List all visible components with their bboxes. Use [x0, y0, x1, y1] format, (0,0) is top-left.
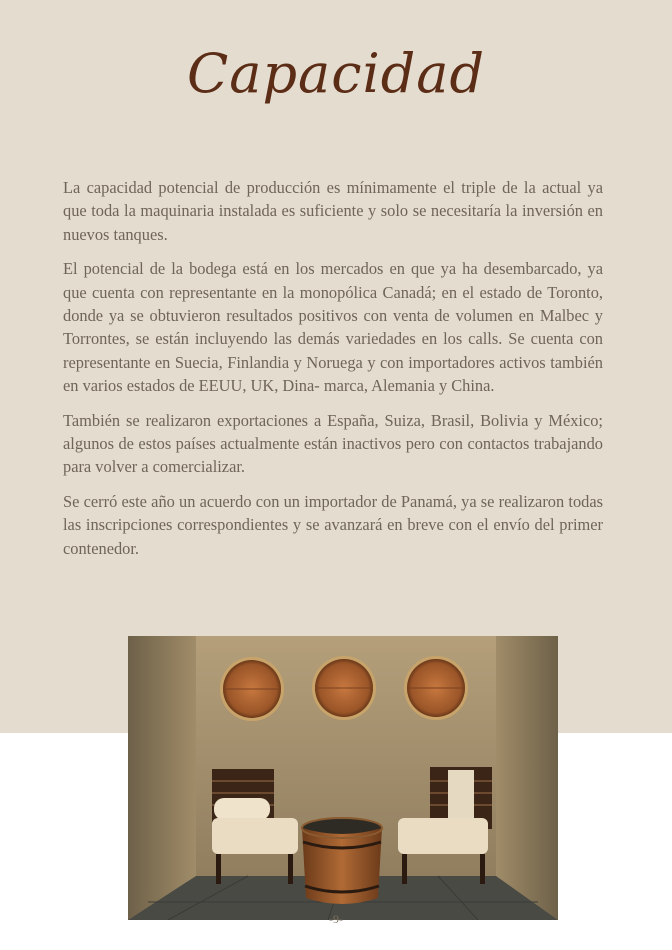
page-number: -9-: [329, 912, 343, 926]
barrel-head-center: [312, 656, 376, 720]
paragraph-2: El potencial de la bodega está en los mercados en que ya ha desembarcado, ya que cuenta con representante en la monopólica Canadá; en el estado de Toronto, donde ya se obtuvieron resultados positivos con venta de volumen en Malbec y Torrontes, se están incluyendo las demás variedades en los calls. Se cuenta con representante en Suecia, Finlandia y Noruega y con importadores activos también en varios estados de EEUU, UK, Dina- marca, Alemania y China.: [63, 259, 603, 396]
paragraph-3: También se realizaron exportaciones a España, Suiza, Brasil, Bolivia y México; algunos de estos países actualmente están inactivos pero con contactos trabajando para volver a comercializar.: [63, 410, 603, 477]
paragraph-1: La capacidad potencial de producción es mínimamente el triple de la actual ya que toda la maquinaria instalada es suficiente y solo se necesitaría la inversión en nuevos tanques.: [63, 178, 603, 244]
barrel-table: [302, 818, 382, 904]
page-title: Capacidad: [186, 42, 486, 105]
left-wall: [128, 636, 196, 920]
body-text: [63, 176, 603, 571]
barrel-head-right: [404, 656, 468, 720]
right-wall: [496, 636, 558, 920]
paragraph-4: Se cerró este año un acuerdo con un importador de Panamá, ya se realizaron todas las inscripciones correspondientes y se avanzará en breve con el envío del primer contenedor.: [63, 491, 603, 558]
barrel-head-left: [220, 657, 284, 721]
cellar-photo: [128, 636, 558, 920]
